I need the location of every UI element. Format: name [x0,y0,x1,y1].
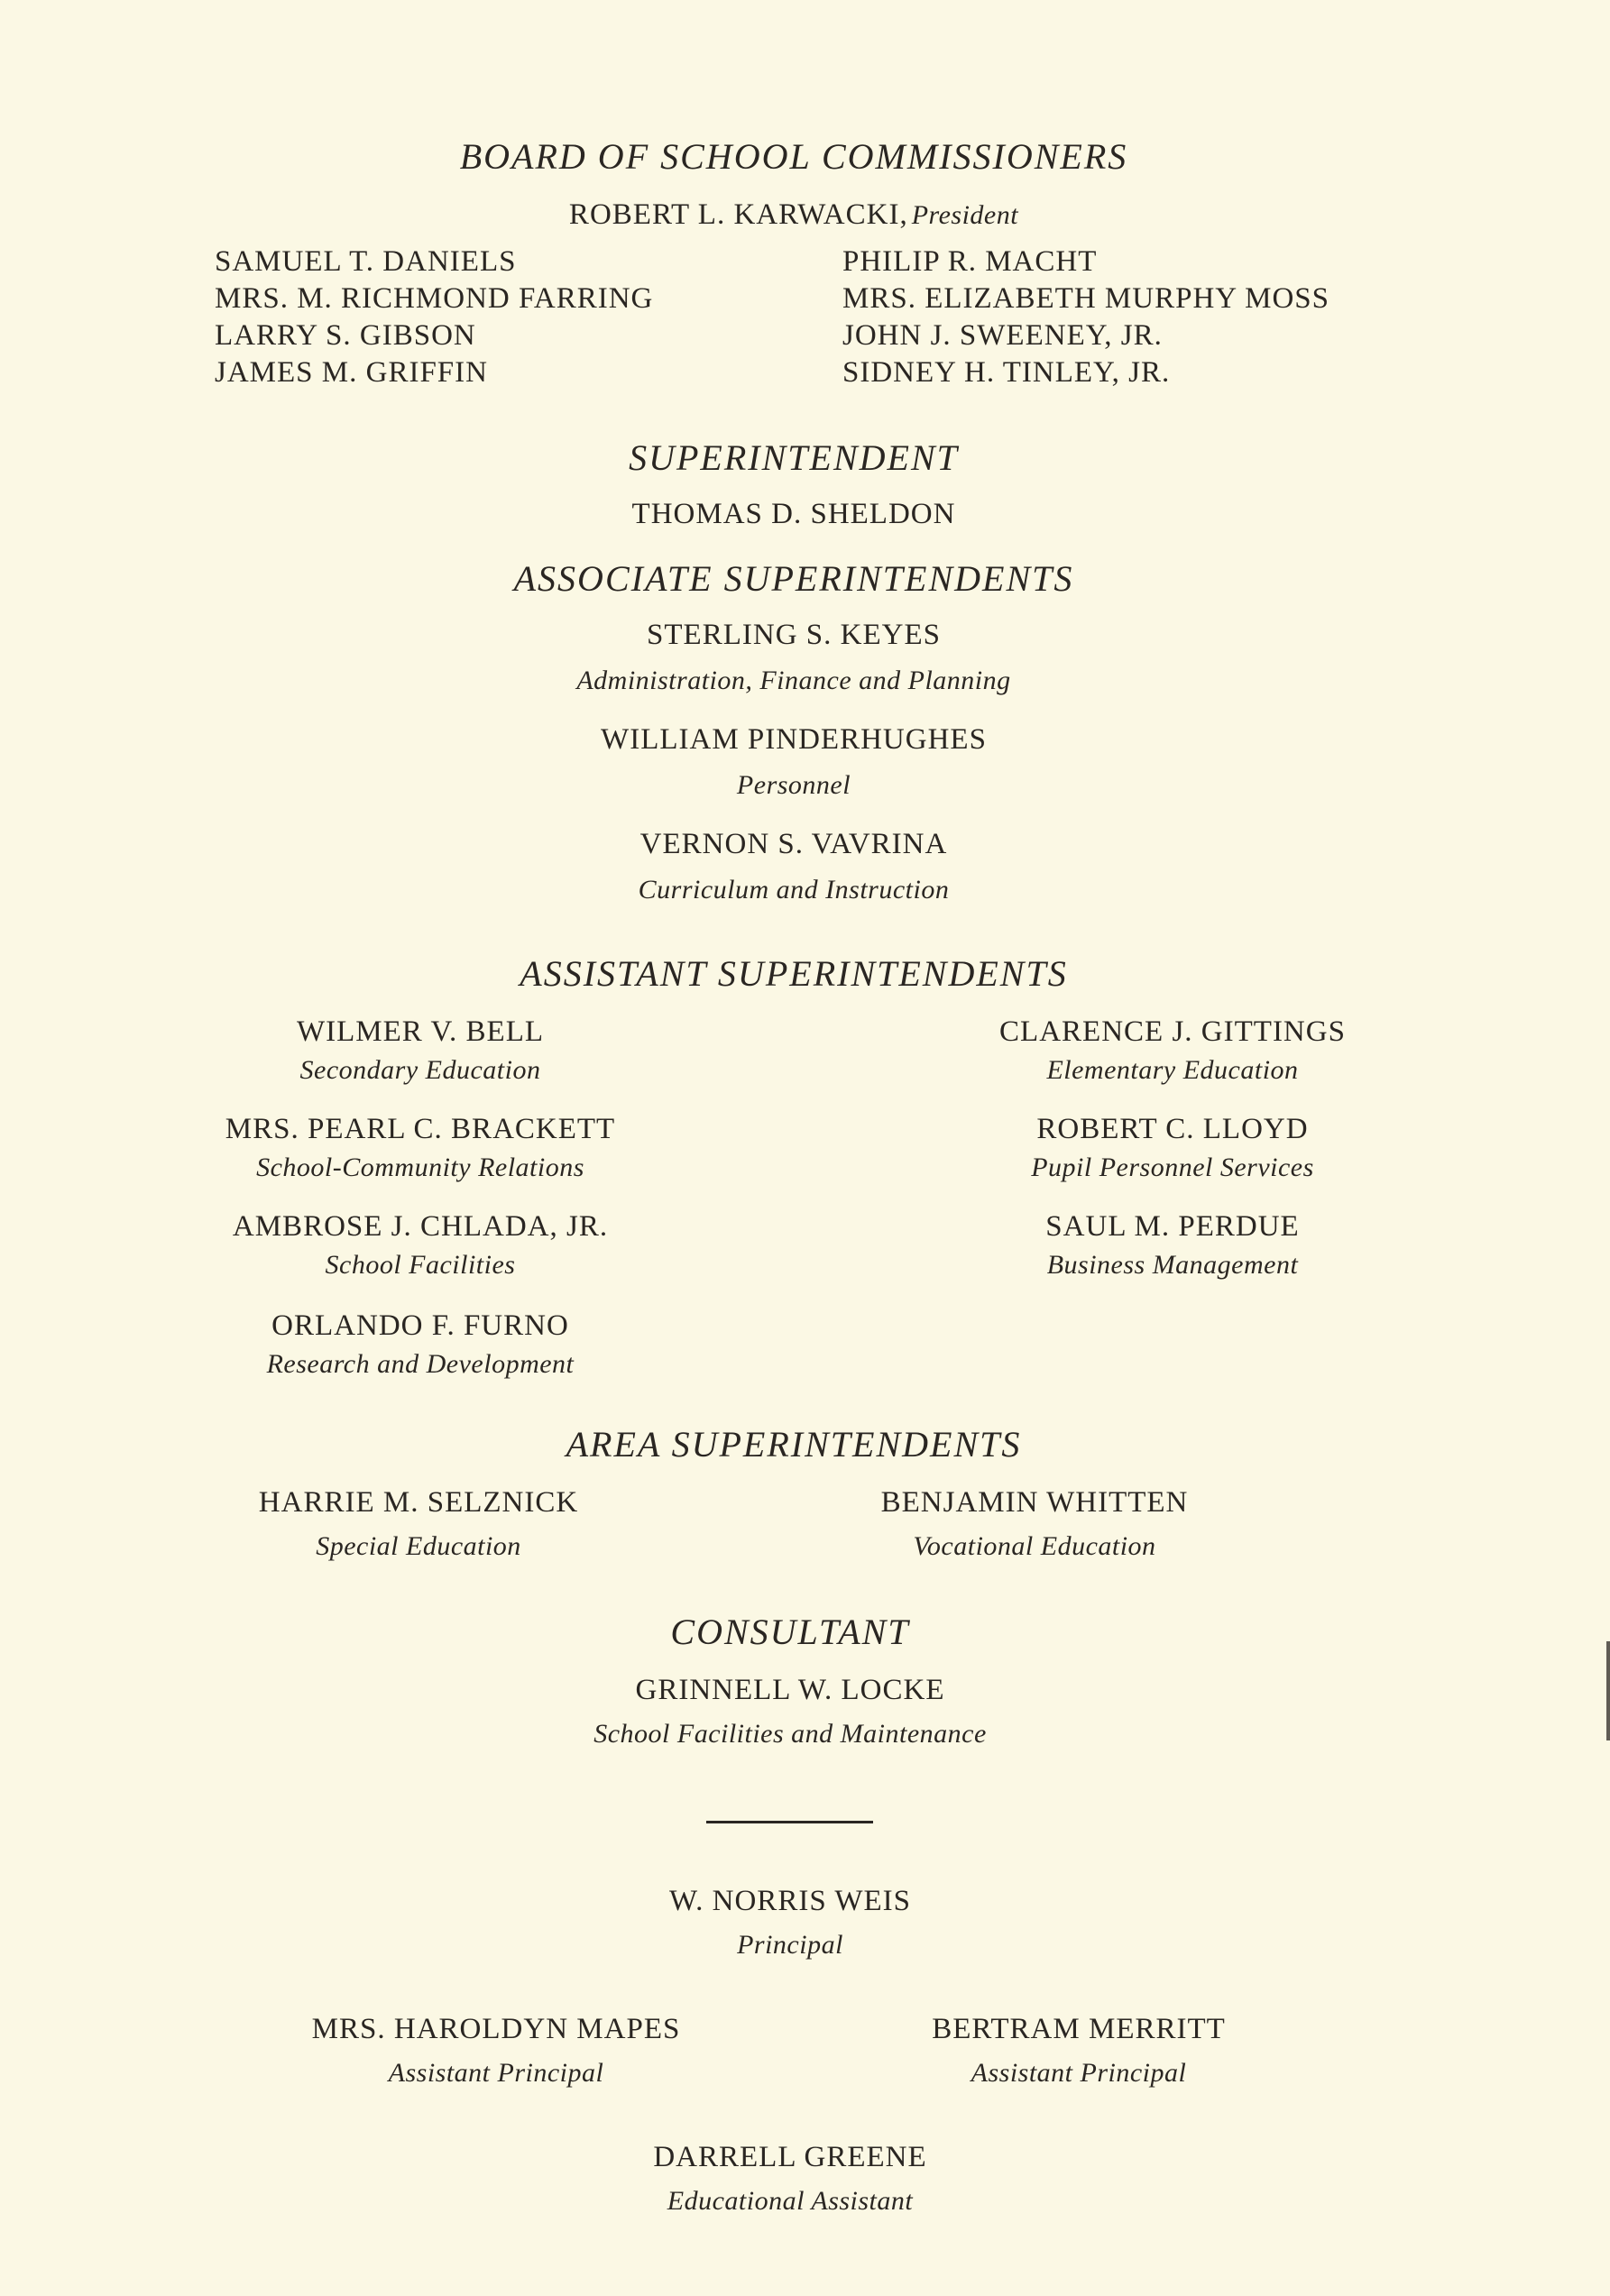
board-member: SAMUEL T. DANIELS [215,245,517,278]
assistant-principal-name: BERTRAM MERRITT [932,2013,1226,2045]
board-heading: BOARD OF SCHOOL COMMISSIONERS [459,136,1128,177]
superintendent-name: THOMAS D. SHELDON [631,498,956,530]
consultant-name: GRINNELL W. LOCKE [635,1674,945,1706]
board-member: SIDNEY H. TINLEY, JR. [842,356,1171,389]
assistant-role: Secondary Education [299,1055,541,1085]
president-title: President [911,200,1019,230]
board-member: MRS. M. RICHMOND FARRING [215,282,654,315]
board-member: JAMES M. GRIFFIN [215,356,488,389]
board-member: MRS. ELIZABETH MURPHY MOSS [842,282,1330,315]
educational-assistant-role: Educational Assistant [667,2186,914,2216]
consultant-heading: CONSULTANT [670,1612,910,1652]
assistant-principal-role: Assistant Principal [971,2058,1187,2088]
educational-assistant-name: DARRELL GREENE [653,2141,927,2173]
area-name: HARRIE M. SELZNICK [258,1486,579,1519]
assistant-role: Business Management [1046,1250,1299,1280]
consultant-role: School Facilities and Maintenance [593,1719,987,1749]
principal-role: Principal [737,1930,843,1960]
assistant-name: AMBROSE J. CHLADA, JR. [232,1210,609,1243]
area-heading: AREA SUPERINTENDENTS [566,1424,1022,1465]
president-name: ROBERT L. KARWACKI, [568,198,908,231]
board-member: LARRY S. GIBSON [215,319,476,352]
board-member: JOHN J. SWEENEY, JR. [842,319,1163,352]
assistant-role: Research and Development [266,1349,575,1379]
associate-name: VERNON S. VAVRINA [639,828,948,860]
area-name: BENJAMIN WHITTEN [880,1486,1189,1519]
assistant-name: WILMER V. BELL [296,1015,545,1048]
principal-name: W. NORRIS WEIS [669,1885,911,1917]
board-president [569,198,1018,232]
assistant-name: MRS. PEARL C. BRACKETT [225,1113,616,1145]
area-role: Vocational Education [913,1531,1156,1561]
board-member: PHILIP R. MACHT [842,245,1098,278]
assistant-principal-name: MRS. HAROLDYN MAPES [311,2013,681,2045]
assistant-name: SAUL M. PERDUE [1045,1210,1300,1243]
page-edge-mark [1606,1641,1610,1740]
assistant-name: ORLANDO F. FURNO [271,1309,569,1342]
assistant-role: School Facilities [325,1250,516,1280]
associate-role: Curriculum and Instruction [638,875,950,905]
associate-name: STERLING S. KEYES [647,619,941,651]
superintendent-heading: SUPERINTENDENT [629,437,959,478]
associate-role: Personnel [736,770,851,800]
assistant-principal-role: Assistant Principal [388,2058,604,2088]
assistant-role: School-Community Relations [256,1153,584,1182]
associate-role: Administration, Finance and Planning [576,666,1011,695]
associate-name: WILLIAM PINDERHUGHES [601,723,987,756]
area-role: Special Education [316,1531,521,1561]
associate-heading: ASSOCIATE SUPERINTENDENTS [513,558,1074,599]
assistant-heading: ASSISTANT SUPERINTENDENTS [520,953,1068,994]
section-divider [706,1821,873,1823]
assistant-role: Pupil Personnel Services [1031,1153,1314,1182]
assistant-role: Elementary Education [1046,1055,1299,1085]
assistant-name: ROBERT C. LLOYD [1036,1113,1309,1145]
assistant-name: CLARENCE J. GITTINGS [999,1015,1346,1048]
